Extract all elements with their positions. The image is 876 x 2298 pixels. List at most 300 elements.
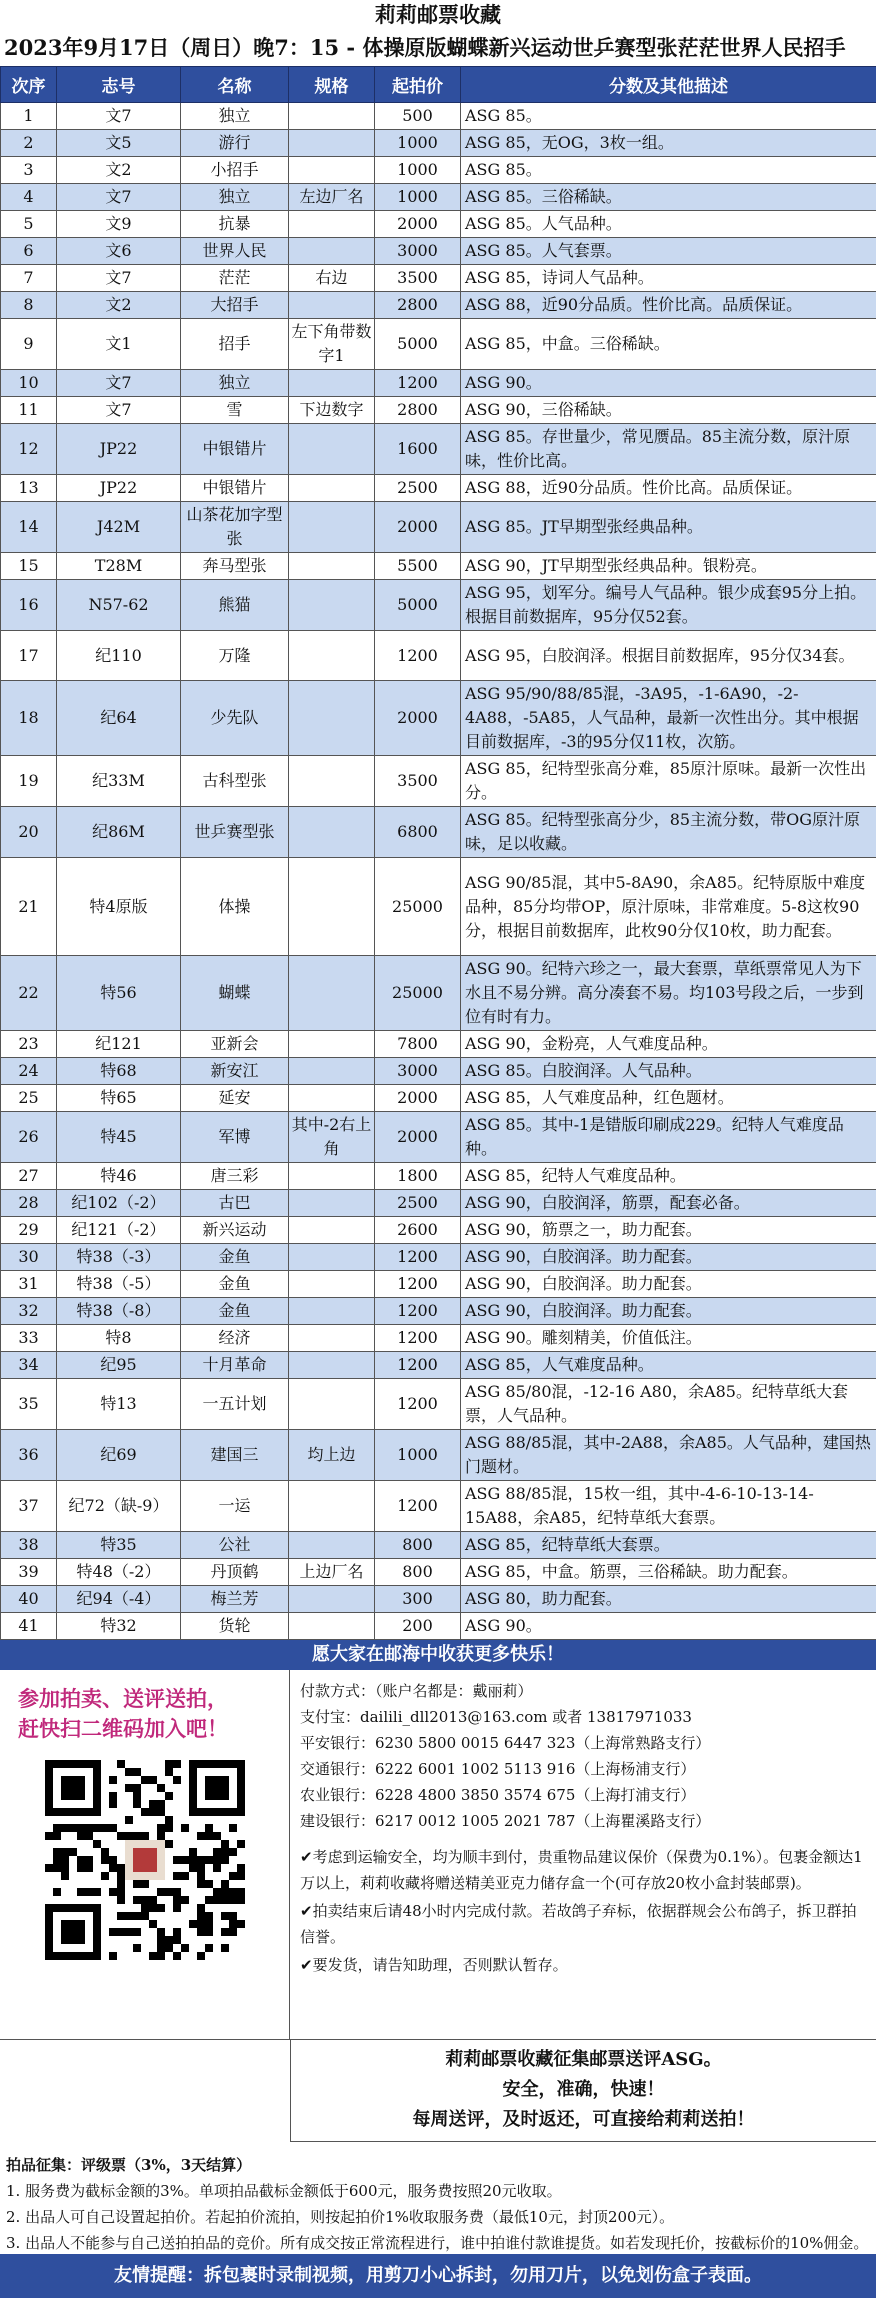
cell-code: 文2: [57, 157, 181, 184]
cell-desc: ASG 85，纪特草纸大套票。: [461, 1532, 876, 1559]
cell-desc: ASG 90，三俗稀缺。: [461, 397, 876, 424]
cell-price: 2000: [375, 502, 461, 553]
cell-name: 抗暴: [181, 211, 289, 238]
cell-desc: ASG 90。雕刻精美，价值低注。: [461, 1325, 876, 1352]
cell-code: 文7: [57, 103, 181, 130]
table-row: [1, 631, 876, 681]
cell-price: 2000: [375, 1112, 461, 1163]
cell-name: 新兴运动: [181, 1217, 289, 1244]
cell-code: 特65: [57, 1085, 181, 1112]
note-payment: ✔拍卖结束后请48小时内完成付款。若故鸽子弃标，依据群规会公布鸽子，拆卫群拍信誉。: [300, 1902, 857, 1946]
cell-code: 特46: [57, 1163, 181, 1190]
cell-spec: [289, 956, 375, 1031]
table-row: [1, 1244, 876, 1271]
cell-name: 中银错片: [181, 424, 289, 475]
cell-name: 金鱼: [181, 1271, 289, 1298]
cell-price: 1000: [375, 130, 461, 157]
cell-no: 17: [1, 631, 57, 681]
cell-spec: [289, 681, 375, 756]
cell-name: 亚新会: [181, 1031, 289, 1058]
footer-reminder: 友情提醒：拆包裹时录制视频，用剪刀小心拆封，勿用刀片，以免划伤盒子表面。: [0, 2254, 876, 2298]
cell-name: 建国三: [181, 1430, 289, 1481]
page-title: 莉莉邮票收藏: [0, 0, 876, 30]
slogan-block: [290, 2039, 876, 2142]
cell-no: 40: [1, 1586, 57, 1613]
auction-subtitle: 2023年9月17日（周日）晚7：15 - 体操原版蝴蝶新兴运动世乒赛型张茫茫世界人民招手: [0, 30, 876, 66]
cell-price: 25000: [375, 858, 461, 956]
table-row: [1, 157, 876, 184]
cell-no: 34: [1, 1352, 57, 1379]
cell-code: 特32: [57, 1613, 181, 1640]
cell-spec: [289, 1379, 375, 1430]
cell-desc: ASG 85，无OG，3枚一组。: [461, 130, 876, 157]
cell-no: 15: [1, 553, 57, 580]
cell-no: 16: [1, 580, 57, 631]
cell-desc: ASG 90，白胶润泽。助力配套。: [461, 1244, 876, 1271]
slogan-line-2: 安全，准确，快速！: [502, 2079, 665, 2100]
cell-desc: ASG 90，白胶润泽，筋票，配套必备。: [461, 1190, 876, 1217]
cell-name: 军博: [181, 1112, 289, 1163]
cell-no: 25: [1, 1085, 57, 1112]
cell-price: 1200: [375, 1271, 461, 1298]
cell-desc: ASG 85，中盒。筋票，三俗稀缺。助力配套。: [461, 1559, 876, 1586]
cell-desc: ASG 85，纪特人气难度品种。: [461, 1163, 876, 1190]
cell-desc: ASG 90，筋票之一，助力配套。: [461, 1217, 876, 1244]
cell-price: 300: [375, 1586, 461, 1613]
cell-spec: [289, 1163, 375, 1190]
cell-no: 5: [1, 211, 57, 238]
cell-price: 200: [375, 1613, 461, 1640]
cell-no: 12: [1, 424, 57, 475]
cell-price: 2500: [375, 475, 461, 502]
table-row: [1, 103, 876, 130]
note-shipping: ✔考虑到运输安全，均为顺丰到付，贵重物品建议保价（保费为0.1%）。包裹金额达1万以上，莉莉收藏将赠送精美亚克力储存盒一个(可存放20枚小盒封装邮票)。: [300, 1848, 863, 1892]
table-row: [1, 1163, 876, 1190]
cell-name: 新安江: [181, 1058, 289, 1085]
cell-spec: [289, 424, 375, 475]
table-row: [1, 1217, 876, 1244]
cell-no: 35: [1, 1379, 57, 1430]
cell-price: 2500: [375, 1190, 461, 1217]
cell-price: 2800: [375, 292, 461, 319]
payment-title: 付款方式：（账户名都是：戴丽莉）: [300, 1682, 533, 1700]
cell-code: 特68: [57, 1058, 181, 1085]
cell-no: 11: [1, 397, 57, 424]
cell-desc: ASG 88，近90分品质。性价比高。品质保证。: [461, 475, 876, 502]
cell-price: 5000: [375, 319, 461, 370]
cell-code: 纪33M: [57, 756, 181, 807]
cell-spec: [289, 1058, 375, 1085]
cell-no: 13: [1, 475, 57, 502]
cell-desc: ASG 85。存世量少，常见赝品。85主流分数，原汁原味，性价比高。: [461, 424, 876, 475]
cell-name: 熊猫: [181, 580, 289, 631]
cell-price: 1000: [375, 1430, 461, 1481]
cell-price: 3500: [375, 756, 461, 807]
table-row: [1, 1085, 876, 1112]
cell-spec: [289, 807, 375, 858]
table-row: [1, 1298, 876, 1325]
cell-price: 1200: [375, 1244, 461, 1271]
table-row: [1, 502, 876, 553]
table-row: [1, 475, 876, 502]
cell-code: 文6: [57, 238, 181, 265]
cell-code: 特45: [57, 1112, 181, 1163]
cell-name: 万隆: [181, 631, 289, 681]
cell-price: 2000: [375, 681, 461, 756]
rule-item-3: 3. 出品人不能参与自己送拍拍品的竞价。所有成交按正常流程进行，谁中拍谁付款谁提货。如若发现托价，按截标价的10%佣金。: [6, 2234, 869, 2252]
cell-spec: [289, 631, 375, 681]
cell-name: 古科型张: [181, 756, 289, 807]
table-row: [1, 292, 876, 319]
cell-spec: 左下角带数字1: [289, 319, 375, 370]
table-row: [1, 858, 876, 956]
table-row: [1, 1430, 876, 1481]
cell-spec: 上边厂名: [289, 1559, 375, 1586]
cell-code: 特4原版: [57, 858, 181, 956]
cell-name: 公社: [181, 1532, 289, 1559]
cell-code: 特56: [57, 956, 181, 1031]
cell-spec: 下边数字: [289, 397, 375, 424]
table-row: [1, 1379, 876, 1430]
cell-no: 10: [1, 370, 57, 397]
cell-spec: [289, 1586, 375, 1613]
cell-spec: [289, 211, 375, 238]
cell-spec: [289, 157, 375, 184]
cell-desc: ASG 85。人气套票。: [461, 238, 876, 265]
cell-no: 20: [1, 807, 57, 858]
cell-spec: [289, 580, 375, 631]
cell-name: 一运: [181, 1481, 289, 1532]
cell-no: 30: [1, 1244, 57, 1271]
cell-spec: [289, 756, 375, 807]
table-row: [1, 1613, 876, 1640]
cell-code: JP22: [57, 424, 181, 475]
cell-spec: 右边: [289, 265, 375, 292]
cell-code: T28M: [57, 553, 181, 580]
cell-code: 文7: [57, 265, 181, 292]
cell-code: 文7: [57, 370, 181, 397]
col-header-spec: 规格: [289, 67, 375, 103]
cell-name: 游行: [181, 130, 289, 157]
rule-item-2: 2. 出品人可自己设置起拍价。若起拍价流拍，则按起拍价1%收取服务费（最低10元，封顶200元）。: [6, 2208, 675, 2226]
note-delivery: ✔要发货，请告知助理，否则默认暂存。: [300, 1956, 568, 1974]
cell-name: 货轮: [181, 1613, 289, 1640]
cell-code: 特8: [57, 1325, 181, 1352]
promo-panel: [0, 1670, 290, 2039]
table-header-row: [1, 67, 876, 103]
promo-line-1: 参加拍卖、送评送拍，: [18, 1686, 228, 1711]
cell-price: 2000: [375, 1085, 461, 1112]
cell-spec: [289, 475, 375, 502]
cell-code: 文5: [57, 130, 181, 157]
cell-price: 1600: [375, 424, 461, 475]
table-row: [1, 1481, 876, 1532]
cell-desc: ASG 85。三俗稀缺。: [461, 184, 876, 211]
table-row: [1, 1190, 876, 1217]
cell-no: 2: [1, 130, 57, 157]
cell-name: 一五计划: [181, 1379, 289, 1430]
cell-spec: [289, 1031, 375, 1058]
cell-desc: ASG 95，白胶润泽。根据目前数据库，95分仅34套。: [461, 631, 876, 681]
cell-price: 5000: [375, 580, 461, 631]
cell-spec: [289, 1481, 375, 1532]
col-header-code: 志号: [57, 67, 181, 103]
cell-code: 纪94（-4）: [57, 1586, 181, 1613]
table-row: [1, 265, 876, 292]
slogan-line-1: 莉莉邮票收藏征集邮票送评ASG。: [445, 2049, 722, 2070]
cell-price: 800: [375, 1559, 461, 1586]
cell-no: 41: [1, 1613, 57, 1640]
cell-price: 3000: [375, 238, 461, 265]
cell-spec: [289, 1271, 375, 1298]
cell-code: 纪86M: [57, 807, 181, 858]
table-row: [1, 1352, 876, 1379]
cell-name: 少先队: [181, 681, 289, 756]
cell-spec: [289, 370, 375, 397]
cell-price: 3000: [375, 1058, 461, 1085]
cell-spec: [289, 1325, 375, 1352]
cell-desc: ASG 85/80混，-12-16 A80，余A85。纪特草纸大套票，人气品种。: [461, 1379, 876, 1430]
cell-spec: [289, 1217, 375, 1244]
payment-bank-pingan: 平安银行：6230 5800 0015 6447 323（上海常熟路支行）: [300, 1734, 711, 1752]
table-row: [1, 424, 876, 475]
cell-no: 1: [1, 103, 57, 130]
cell-price: 500: [375, 103, 461, 130]
notes-list: [300, 1844, 866, 1978]
cell-price: 1200: [375, 631, 461, 681]
table-row: [1, 580, 876, 631]
cell-desc: ASG 90，白胶润泽。助力配套。: [461, 1271, 876, 1298]
cell-code: J42M: [57, 502, 181, 553]
cell-no: 27: [1, 1163, 57, 1190]
cell-price: 2600: [375, 1217, 461, 1244]
cell-code: 纪102（-2）: [57, 1190, 181, 1217]
cell-spec: [289, 1190, 375, 1217]
cell-desc: ASG 88/85混，15枚一组，其中-4-6-10-13-14-15A88，余A85，纪特草纸大套票。: [461, 1481, 876, 1532]
cell-code: 纪121（-2）: [57, 1217, 181, 1244]
cell-code: N57-62: [57, 580, 181, 631]
cell-name: 经济: [181, 1325, 289, 1352]
cell-name: 茫茫: [181, 265, 289, 292]
cell-price: 5500: [375, 553, 461, 580]
col-header-name: 名称: [181, 67, 289, 103]
cell-code: 纪64: [57, 681, 181, 756]
cell-code: 文9: [57, 211, 181, 238]
cell-price: 1200: [375, 1298, 461, 1325]
cell-desc: ASG 90，JT早期型张经典品种。银粉亮。: [461, 553, 876, 580]
qr-code[interactable]: [45, 1760, 245, 1960]
cell-name: 山茶花加字型张: [181, 502, 289, 553]
table-row: [1, 1031, 876, 1058]
cell-code: 纪69: [57, 1430, 181, 1481]
cell-desc: ASG 85，人气难度品种，红色题材。: [461, 1085, 876, 1112]
col-header-desc: 分数及其他描述: [461, 67, 876, 103]
cell-desc: ASG 85，中盒。三俗稀缺。: [461, 319, 876, 370]
table-row: [1, 1271, 876, 1298]
cell-name: 世乒赛型张: [181, 807, 289, 858]
cell-no: 29: [1, 1217, 57, 1244]
cell-name: 独立: [181, 184, 289, 211]
cell-spec: [289, 1298, 375, 1325]
cell-spec: [289, 858, 375, 956]
cell-desc: ASG 85，诗词人气品种。: [461, 265, 876, 292]
cell-no: 4: [1, 184, 57, 211]
cell-spec: [289, 502, 375, 553]
cell-spec: [289, 130, 375, 157]
cell-code: 特48（-2）: [57, 1559, 181, 1586]
cell-spec: [289, 553, 375, 580]
cell-name: 古巴: [181, 1190, 289, 1217]
cell-code: 特13: [57, 1379, 181, 1430]
qr-code-icon: [45, 1760, 245, 1960]
cell-name: 金鱼: [181, 1298, 289, 1325]
cell-code: 纪110: [57, 631, 181, 681]
table-row: [1, 370, 876, 397]
cell-name: 丹顶鹤: [181, 1559, 289, 1586]
cell-no: 26: [1, 1112, 57, 1163]
cell-spec: [289, 238, 375, 265]
cell-code: 纪72（缺-9）: [57, 1481, 181, 1532]
cell-name: 延安: [181, 1085, 289, 1112]
cell-desc: ASG 90，白胶润泽。助力配套。: [461, 1298, 876, 1325]
rules-block: [0, 2142, 876, 2266]
cell-name: 金鱼: [181, 1244, 289, 1271]
cell-price: 25000: [375, 956, 461, 1031]
col-header-no: 次序: [1, 67, 57, 103]
cell-spec: [289, 1613, 375, 1640]
cell-code: 纪95: [57, 1352, 181, 1379]
cell-desc: ASG 90。: [461, 1613, 876, 1640]
cell-no: 28: [1, 1190, 57, 1217]
table-row: [1, 1058, 876, 1085]
cell-price: 1800: [375, 1163, 461, 1190]
payment-bank-agri: 农业银行：6228 4800 3850 3574 675（上海打浦支行）: [300, 1786, 696, 1804]
table-row: [1, 211, 876, 238]
cell-desc: ASG 85，人气难度品种。: [461, 1352, 876, 1379]
cell-desc: ASG 90。纪特六珍之一，最大套票，草纸票常见人为下水且不易分辨。高分凑套不易。均103号段之后，一步到位有时有力。: [461, 956, 876, 1031]
payment-alipay: 支付宝：dailili_dll2013@163.com 或者 13817971033: [300, 1708, 692, 1726]
cell-name: 十月革命: [181, 1352, 289, 1379]
table-row: [1, 319, 876, 370]
cell-desc: ASG 90/85混，其中5-8A90，余A85。纪特原版中难度品种，85分均带OP，原汁原味，非常难度。5-8这枚90分，根据目前数据库，此枚90分仅10枚，助力配套。: [461, 858, 876, 956]
cell-price: 1200: [375, 1481, 461, 1532]
cell-code: 纪121: [57, 1031, 181, 1058]
cell-desc: ASG 88，近90分品质。性价比高。品质保证。: [461, 292, 876, 319]
cell-desc: ASG 85，纪特型张高分难，85原汁原味。最新一次性出分。: [461, 756, 876, 807]
cell-price: 3500: [375, 265, 461, 292]
cell-price: 1000: [375, 157, 461, 184]
cell-price: 1200: [375, 1379, 461, 1430]
promo-line-2: 赶快扫二维码加入吧！: [18, 1716, 228, 1741]
cell-code: 特38（-3）: [57, 1244, 181, 1271]
cell-no: 7: [1, 265, 57, 292]
cell-price: 1200: [375, 1325, 461, 1352]
cell-desc: ASG 80，助力配套。: [461, 1586, 876, 1613]
table-row: [1, 956, 876, 1031]
cell-no: 24: [1, 1058, 57, 1085]
lots-table: [0, 66, 876, 1640]
cell-desc: ASG 85。白胶润泽。人气品种。: [461, 1058, 876, 1085]
cell-no: 6: [1, 238, 57, 265]
cell-no: 8: [1, 292, 57, 319]
cell-price: 1200: [375, 370, 461, 397]
cell-spec: [289, 1085, 375, 1112]
cell-no: 14: [1, 502, 57, 553]
cell-no: 39: [1, 1559, 57, 1586]
cell-name: 雪: [181, 397, 289, 424]
cell-no: 23: [1, 1031, 57, 1058]
cell-name: 独立: [181, 103, 289, 130]
cell-code: 文7: [57, 397, 181, 424]
cell-desc: ASG 85。: [461, 157, 876, 184]
table-row: [1, 1112, 876, 1163]
cell-desc: ASG 95/90/88/85混，-3A95，-1-6A90，-2-4A88，-5A85，人气品种，最新一次性出分。其中根据目前数据库，-3的95分仅11枚，次筋。: [461, 681, 876, 756]
cell-desc: ASG 85。: [461, 103, 876, 130]
cell-name: 独立: [181, 370, 289, 397]
cell-price: 7800: [375, 1031, 461, 1058]
cell-no: 3: [1, 157, 57, 184]
cell-name: 小招手: [181, 157, 289, 184]
cell-no: 31: [1, 1271, 57, 1298]
table-row: [1, 1559, 876, 1586]
cell-no: 37: [1, 1481, 57, 1532]
table-row: [1, 1325, 876, 1352]
table-row: [1, 1532, 876, 1559]
cell-desc: ASG 85。纪特型张高分少，85主流分数，带OG原汁原味，足以收藏。: [461, 807, 876, 858]
cell-name: 大招手: [181, 292, 289, 319]
cell-name: 体操: [181, 858, 289, 956]
table-row: [1, 807, 876, 858]
cell-price: 800: [375, 1532, 461, 1559]
rules-title: 拍品征集：评级票（3%，3天结算）: [6, 2156, 252, 2174]
cell-name: 中银错片: [181, 475, 289, 502]
cell-code: 文1: [57, 319, 181, 370]
cell-no: 38: [1, 1532, 57, 1559]
cell-no: 33: [1, 1325, 57, 1352]
cell-name: 唐三彩: [181, 1163, 289, 1190]
cell-no: 9: [1, 319, 57, 370]
cell-desc: ASG 85。人气品种。: [461, 211, 876, 238]
cell-name: 奔马型张: [181, 553, 289, 580]
cell-desc: ASG 90。: [461, 370, 876, 397]
cell-price: 6800: [375, 807, 461, 858]
col-header-price: 起拍价: [375, 67, 461, 103]
cell-spec: [289, 103, 375, 130]
cell-price: 2800: [375, 397, 461, 424]
cell-spec: [289, 1532, 375, 1559]
table-row: [1, 553, 876, 580]
cell-name: 招手: [181, 319, 289, 370]
payment-bank-comm: 交通银行：6222 6001 1002 5113 916（上海杨浦支行）: [300, 1760, 696, 1778]
table-row: [1, 681, 876, 756]
cell-price: 2000: [375, 211, 461, 238]
cell-no: 32: [1, 1298, 57, 1325]
slogan-line-3: 每周送评，及时返还，可直接给莉莉送拍！: [412, 2109, 755, 2130]
info-area: [0, 1670, 876, 2040]
table-row: [1, 238, 876, 265]
cell-code: 文2: [57, 292, 181, 319]
cell-code: JP22: [57, 475, 181, 502]
cell-spec: [289, 292, 375, 319]
cell-no: 19: [1, 756, 57, 807]
payment-bank-ccb: 建设银行：6217 0012 1005 2021 787（上海瞿溪路支行）: [300, 1812, 711, 1830]
cell-name: 世界人民: [181, 238, 289, 265]
cell-code: 特38（-5）: [57, 1271, 181, 1298]
cell-price: 1200: [375, 1352, 461, 1379]
table-row: [1, 1586, 876, 1613]
cell-price: 1000: [375, 184, 461, 211]
cell-spec: [289, 1352, 375, 1379]
